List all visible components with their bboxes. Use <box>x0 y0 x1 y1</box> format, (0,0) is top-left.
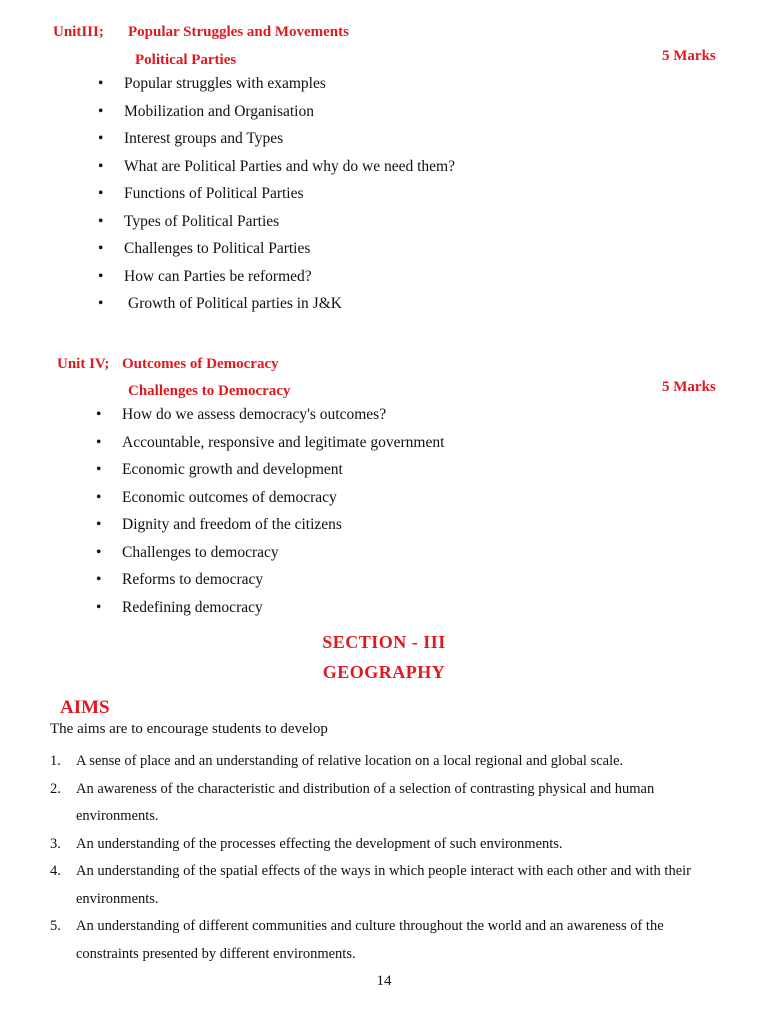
section-name: GEOGRAPHY <box>322 662 446 682</box>
unit-4-marks: 5 Marks <box>662 379 716 395</box>
aims-list <box>50 748 730 968</box>
list-item: 2. An awareness of the characteristic and distribution of a selection of contrasting physical and human environments. <box>50 780 655 824</box>
aims-heading: AIMS <box>60 697 110 718</box>
list-item: 5. An understanding of different communities and culture throughout the world and an awareness of the constraints presented by different environments. <box>50 918 664 962</box>
list-item: 4. An understanding of the spatial effects of the ways in which people interact with each other and with their environments. <box>50 863 691 907</box>
unit-4-label: Unit IV; <box>57 356 110 372</box>
unit-4-subtitle: Challenges to Democracy <box>128 383 291 399</box>
unit-3-label: UnitIII; <box>53 24 104 40</box>
unit-3-subtitle: Political Parties <box>135 52 237 68</box>
unit-3-title: Popular Struggles and Movements <box>128 24 349 40</box>
unit-3-marks: 5 Marks <box>662 48 716 64</box>
list-item: 1. A sense of place and an understanding of relative location on a local regional and global scale. <box>50 753 624 769</box>
page-number: 14 <box>376 973 392 989</box>
list-item: 3. An understanding of the processes effecting the development of such environments. <box>50 835 563 852</box>
aims-intro: The aims are to encourage students to develop <box>50 721 328 737</box>
section-number: SECTION - III <box>322 632 446 652</box>
unit-4-title: Outcomes of Democracy <box>122 356 279 372</box>
